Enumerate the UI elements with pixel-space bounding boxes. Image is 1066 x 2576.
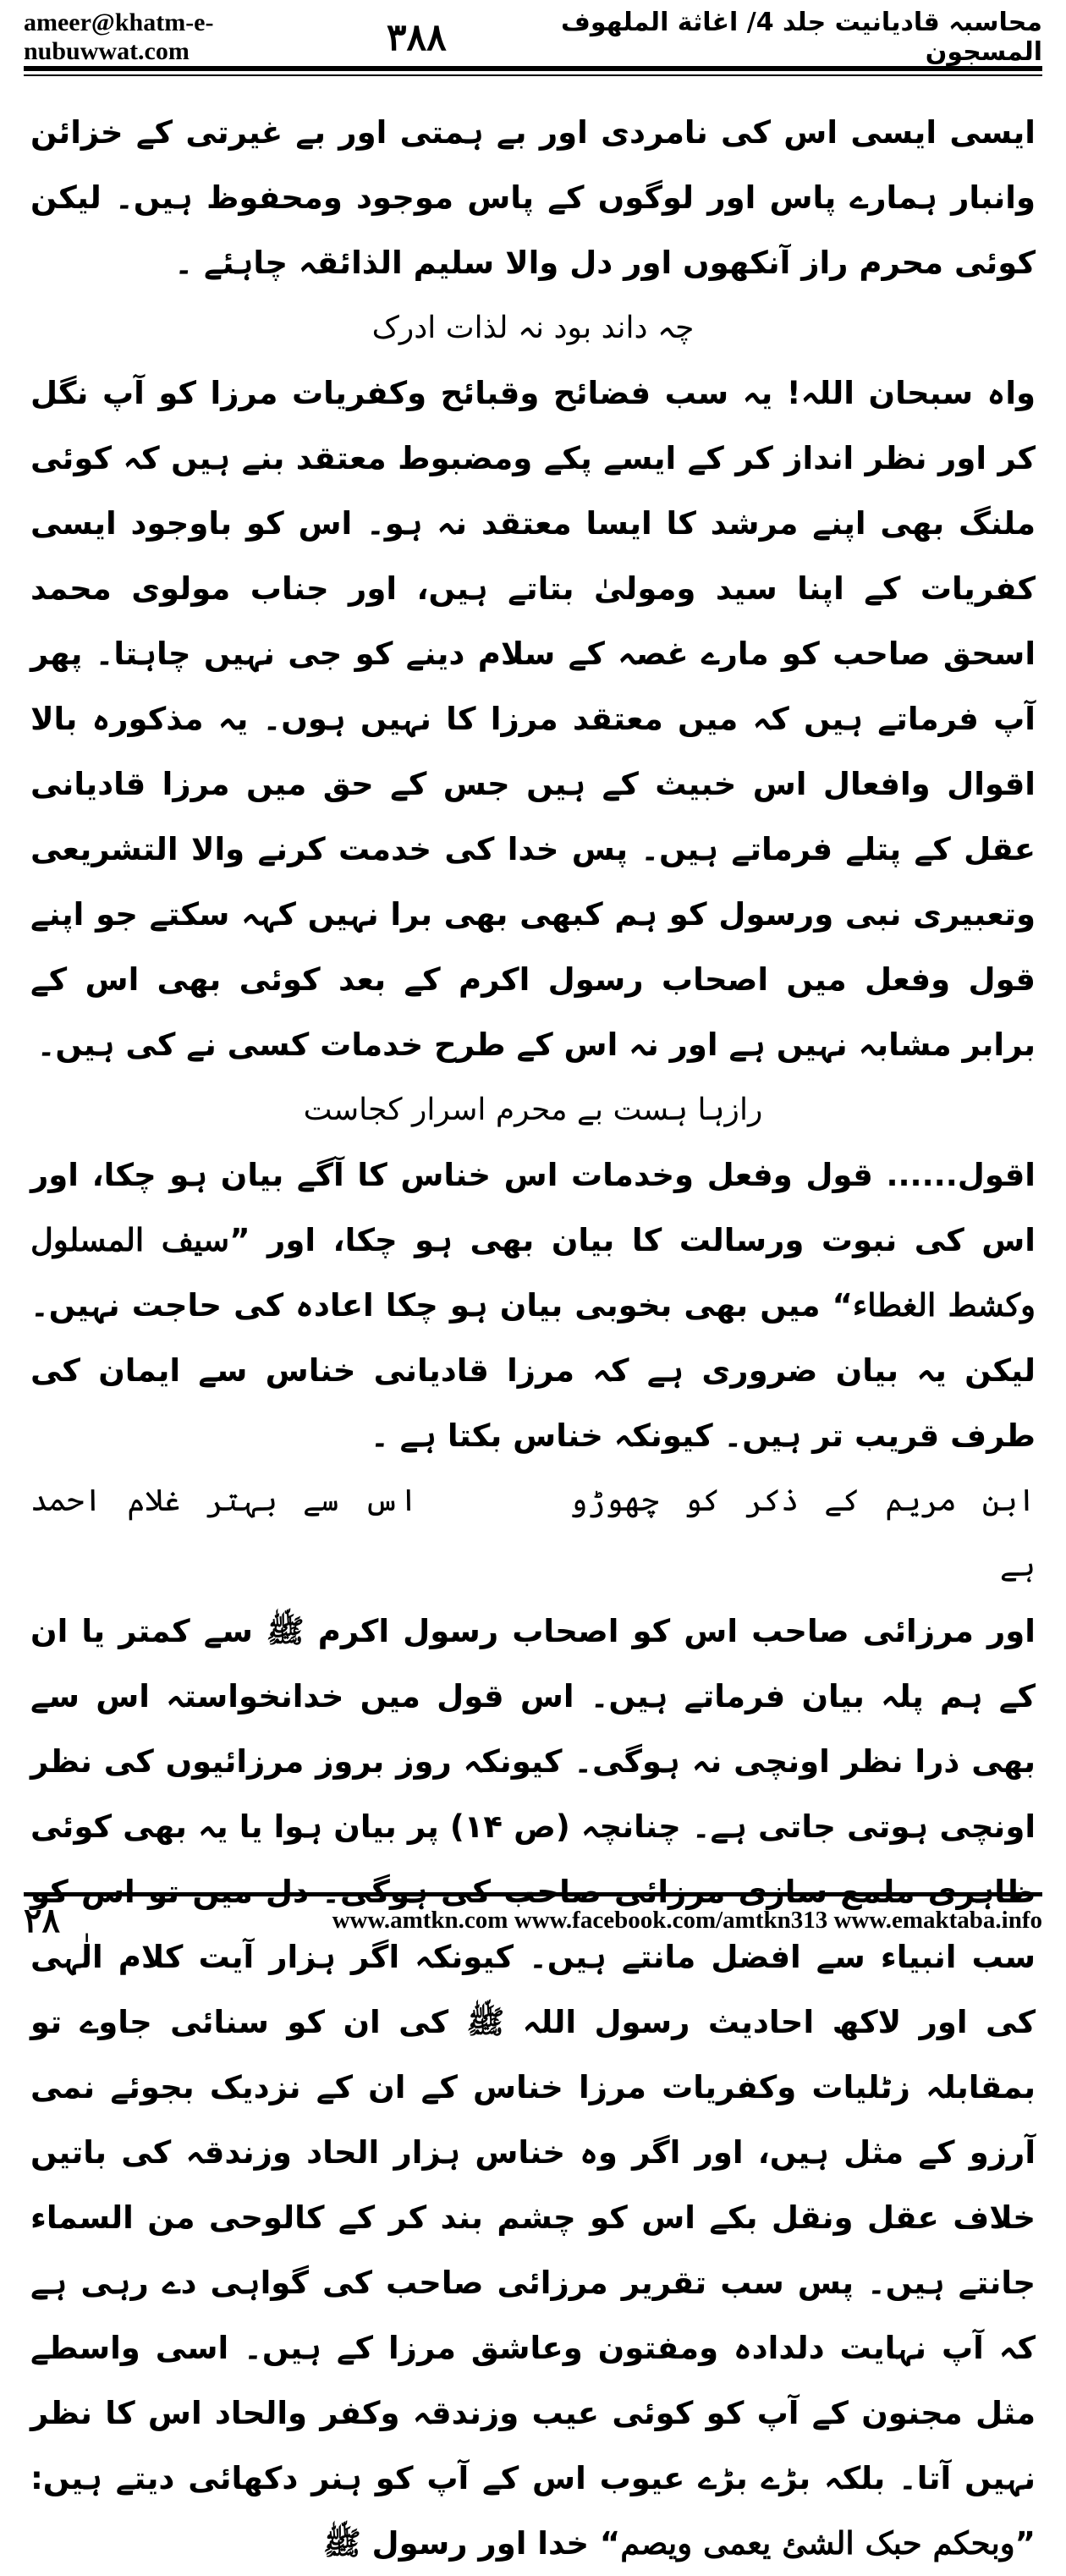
paragraph-4-text: اور مرزائی صاحب اس کو اصحاب رسول اکرم ﷺ سے کمتر یا ان کے ہم پلہ بیان فرماتے ہیں۔ اس قول میں خدانخواستہ اس سے بھی ذرا نظر اونچی نہ ہوگی۔ کیونکہ روز بروز مرزائیوں کی نظر اونچی ہوتی جاتی ہے۔ چنانچہ (ص ۱۴) پر بیان ہوا یا یہ بھی کوئی ظاہری ملمع سازی مرزائی صاحب کی ہوگی۔ دل میں تو اس کو سب انبیاء سے افضل مانتے ہیں۔ کیونکہ اگر ہزار آیت کلام الٰہی کی اور لاکھ احادیث رسول اللہ ﷺ کی ان کو سنائی جاوے تو بمقابلہ زٹلیات وکفریات مرزا خناس کے ان کے نزدیک بجوئے نمی آرزو کے مثل ہیں، اور اگر وہ خناس ہزار الحاد وزندقہ کی باتیں خلاف عقل ونقل بکے اس کو چشم بند کر کے کالوحی من السماء جانتے ہیں۔ پس سب تقریر مرزائی صاحب کی گواہی دے رہی ہے کہ آپ نہایت دلدادہ ومفتون وعاشق مرزا کے ہیں۔ اسی واسطے مثل مجنون کے آپ کو کوئی عیب وزندقہ وکفر والحاد اس کا نظر نہیں آتا۔ بلکہ بڑے بڑے عیوب اس کے آپ کو ہنر دکھائی دیتے ہیں: ” [30, 1613, 1036, 2562]
header-page-number: ۳۸۸ [386, 15, 447, 59]
page-header [24, 8, 1042, 67]
paragraph-1: ایسی ایسی اس کی نامردی اور بے ہمتی اور بے غیرتی کے خزائن وانبار ہمارے پاس اور لوگوں کے پاس موجود ومحفوظ ہیں۔ لیکن کوئی محرم راز آنکھوں اور دل والا سلیم الذائقہ چاہئے ۔ [30, 114, 1036, 281]
page-body [30, 100, 1036, 2576]
footer-rule [24, 1892, 1042, 1896]
arabic-title: سیف المسلول وکشط الغطاء [30, 1221, 1036, 1324]
paragraph-3-part-a: اقول...... قول وفعل وخدمات اس خناس کا آگے بیان ہو چکا، اور اس کی نبوت ورسالت کا بیان بھی ہو چکا، اور ” [30, 1157, 1036, 1258]
arabic-proverb: وبحکم حبک الشئ یعمی ویصم [620, 2524, 1015, 2562]
verse-1: چہ داند بود نہ لذات ادرک [371, 311, 695, 345]
verse-3-hemistich-2: اس سے بہتر غلام احمد ہے [30, 1483, 1036, 1583]
paragraph-2: واہ سبحان اللہ! یہ سب فضائح وقبائح وکفریات مرزا کو آپ نگل کر اور نظر انداز کر کے ایسے پکے ومضبوط معتقد بنے ہیں کہ کوئی ملنگ بھی اپنے مرشد کا ایسا معتقد نہ ہو۔ اس کو باوجود ایسی کفریات کے اپنا سید ومولیٰ بتاتے ہیں، اور جناب مولوی محمد اسحق صاحب کو مارے غصہ کے سلام دینے کو جی نہیں چاہتا۔ پھر آپ فرماتے ہیں کہ میں معتقد مرزا کا نہیں ہوں۔ یہ مذکورہ بالا اقوال وافعال اس خبیث کے ہیں جس کے حق میں مرزا قادیانی عقل کے پتلے فرماتے ہیں۔ پس خدا کی خدمت کرنے والا التشریعی وتعبیری نبی ورسول کو ہم کبھی بھی برا نہیں کہہ سکتے جو اپنے قول وفعل میں اصحاب رسول اکرم کے بعد کوئی بھی اس کے برابر مشابہ نہیں ہے اور نہ اس کے طرح خدمات کسی نے کی ہیں۔ [30, 375, 1036, 1063]
page-footer [24, 1899, 1042, 1941]
verse-3-hemistich-1: ابن مریم کے ذکر کو چھوڑو [569, 1483, 1036, 1518]
verse-3 [30, 1468, 1036, 1599]
header-left [24, 8, 447, 66]
paragraph-3-part-b: “ میں بھی بخوبی بیان ہو چکا اعادہ کی حاجت نہیں۔ لیکن یہ بیان ضروری ہے کہ مرزا قادیانی خناس سے ایمان کی طرف قریب تر ہیں۔ کیونکہ خناس بکتا ہے ۔ [30, 1287, 1036, 1454]
header-rule-thick [24, 66, 1042, 71]
paragraph-4-end: “ خدا اور رسول ﷺ [322, 2525, 621, 2562]
header-email: ameer@khatm-e-nubuwwat.com [24, 8, 214, 65]
paragraph-4 [30, 1599, 1036, 2576]
header-book-title: محاسبہ قادیانیت جلد 4/ اغاثة الملهوف المسجون [560, 8, 1042, 67]
footer-page-number: ۲۸ [24, 1900, 60, 1940]
header-rule-thin [24, 74, 1042, 76]
footer-links: www.amtkn.com www.facebook.com/amtkn313 www.emaktaba.info [332, 1906, 1042, 1934]
paragraph-3 [30, 1142, 1036, 1468]
verse-2: رازہا ہست بے محرم اسرار کجاست [303, 1093, 763, 1127]
